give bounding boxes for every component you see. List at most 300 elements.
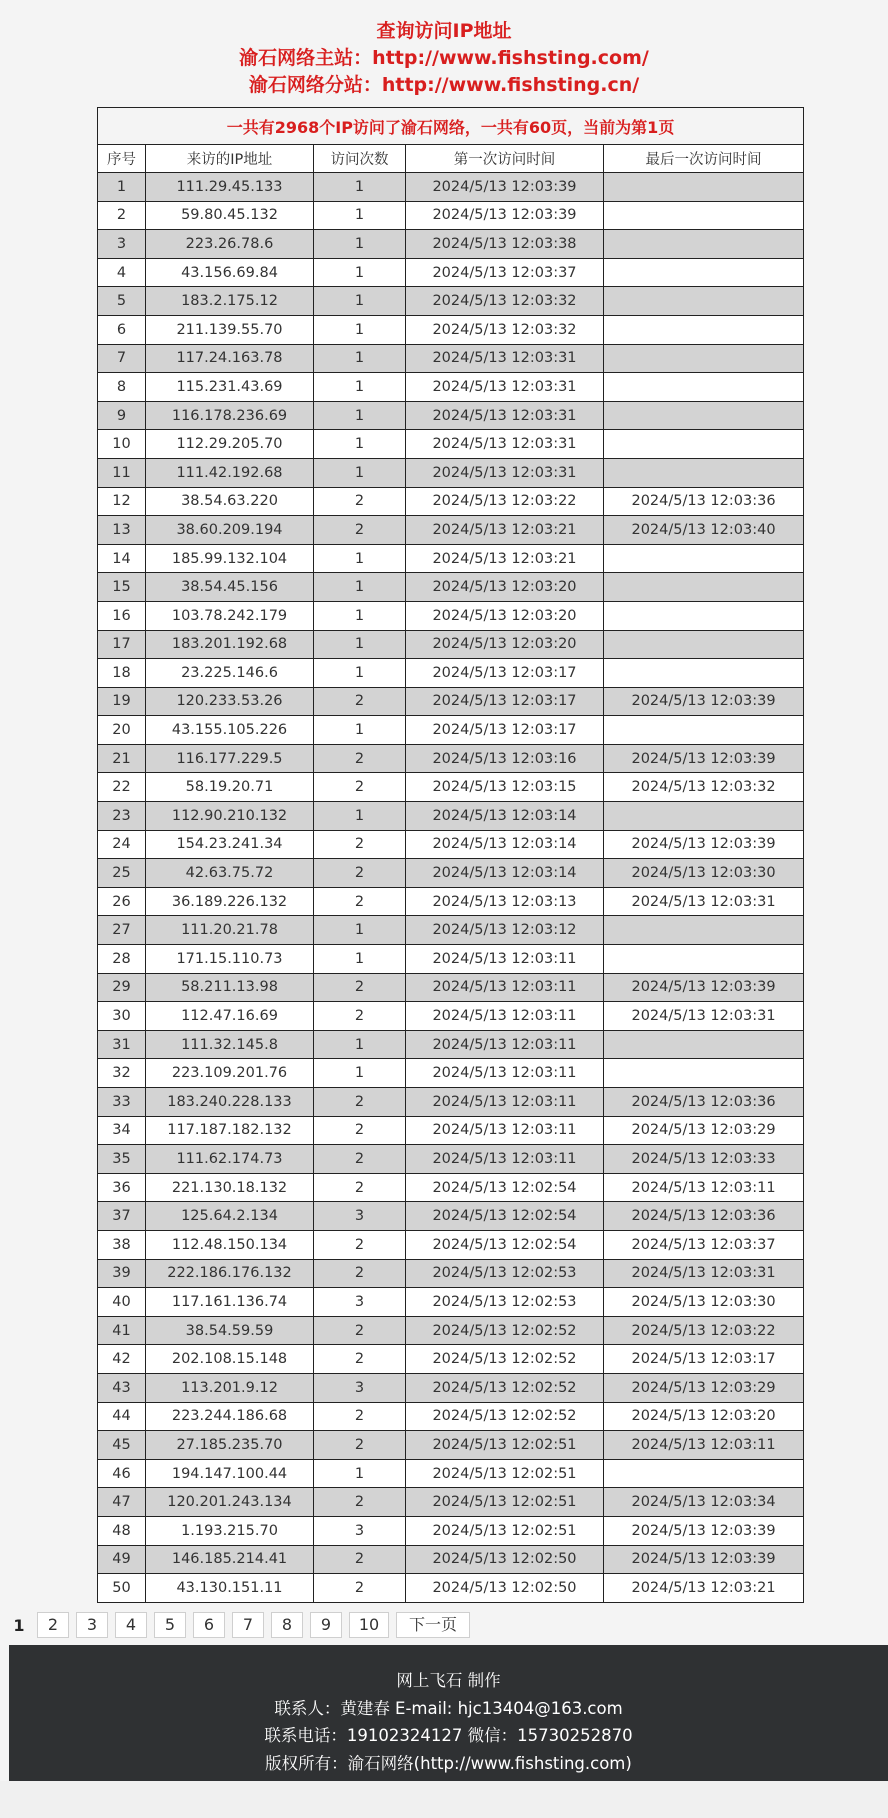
cell-index: 43: [98, 1373, 146, 1402]
table-row: [98, 1373, 804, 1402]
cell-ip: 116.177.229.5: [146, 744, 314, 773]
cell-last-visit: [604, 573, 804, 602]
table-row: [98, 973, 804, 1002]
page-link-9[interactable]: 9: [310, 1612, 342, 1638]
page-link-8[interactable]: 8: [271, 1612, 303, 1638]
page-link-3[interactable]: 3: [76, 1612, 108, 1638]
cell-ip: 222.186.176.132: [146, 1259, 314, 1288]
sub-site-line: [0, 72, 888, 99]
table-row: [98, 1345, 804, 1374]
cell-index: 35: [98, 1145, 146, 1174]
cell-ip: 120.201.243.134: [146, 1488, 314, 1517]
cell-ip: 27.185.235.70: [146, 1431, 314, 1460]
table-row: [98, 1516, 804, 1545]
table-row: [98, 1459, 804, 1488]
col-header-last-visit: 最后一次访问时间: [604, 145, 804, 173]
cell-first-visit: 2024/5/13 12:03:37: [406, 258, 604, 287]
cell-first-visit: 2024/5/13 12:03:21: [406, 544, 604, 573]
cell-count: 2: [314, 1230, 406, 1259]
cell-count: 2: [314, 830, 406, 859]
cell-last-visit: 2024/5/13 12:03:30: [604, 859, 804, 888]
cell-count: 2: [314, 1259, 406, 1288]
cell-count: 2: [314, 1345, 406, 1374]
table-row: [98, 1088, 804, 1117]
cell-count: 1: [314, 601, 406, 630]
cell-count: 2: [314, 1002, 406, 1031]
cell-index: 18: [98, 659, 146, 688]
cell-index: 9: [98, 401, 146, 430]
cell-first-visit: 2024/5/13 12:03:17: [406, 687, 604, 716]
table-row: [98, 230, 804, 259]
cell-ip: 211.139.55.70: [146, 315, 314, 344]
page-link-10[interactable]: 10: [349, 1612, 389, 1638]
cell-index: 6: [98, 315, 146, 344]
table-row: [98, 1574, 804, 1603]
cell-first-visit: 2024/5/13 12:02:51: [406, 1431, 604, 1460]
col-header-index: 序号: [98, 145, 146, 173]
cell-first-visit: 2024/5/13 12:03:39: [406, 201, 604, 230]
cell-ip: 36.189.226.132: [146, 887, 314, 916]
cell-count: 1: [314, 258, 406, 287]
cell-last-visit: 2024/5/13 12:03:31: [604, 1002, 804, 1031]
table-row: [98, 1116, 804, 1145]
cell-first-visit: 2024/5/13 12:02:51: [406, 1488, 604, 1517]
cell-first-visit: 2024/5/13 12:02:50: [406, 1545, 604, 1574]
cell-count: 1: [314, 458, 406, 487]
cell-index: 8: [98, 373, 146, 402]
cell-count: 1: [314, 1459, 406, 1488]
cell-count: 2: [314, 487, 406, 516]
cell-count: 3: [314, 1373, 406, 1402]
table-row: [98, 1173, 804, 1202]
cell-last-visit: 2024/5/13 12:03:29: [604, 1116, 804, 1145]
cell-index: 7: [98, 344, 146, 373]
cell-ip: 125.64.2.134: [146, 1202, 314, 1231]
cell-ip: 223.109.201.76: [146, 1059, 314, 1088]
table-row: [98, 1002, 804, 1031]
cell-last-visit: 2024/5/13 12:03:36: [604, 1088, 804, 1117]
cell-ip: 146.185.214.41: [146, 1545, 314, 1574]
cell-last-visit: 2024/5/13 12:03:33: [604, 1145, 804, 1174]
cell-last-visit: [604, 430, 804, 459]
cell-count: 2: [314, 773, 406, 802]
cell-ip: 58.19.20.71: [146, 773, 314, 802]
cell-count: 1: [314, 659, 406, 688]
page-link-6[interactable]: 6: [193, 1612, 225, 1638]
cell-first-visit: 2024/5/13 12:03:17: [406, 716, 604, 745]
cell-index: 17: [98, 630, 146, 659]
cell-count: 2: [314, 1402, 406, 1431]
cell-ip: 42.63.75.72: [146, 859, 314, 888]
cell-first-visit: 2024/5/13 12:03:11: [406, 945, 604, 974]
cell-ip: 59.80.45.132: [146, 201, 314, 230]
cell-last-visit: [604, 458, 804, 487]
cell-last-visit: [604, 1059, 804, 1088]
cell-ip: 38.54.45.156: [146, 573, 314, 602]
cell-first-visit: 2024/5/13 12:03:32: [406, 315, 604, 344]
cell-index: 40: [98, 1288, 146, 1317]
cell-first-visit: 2024/5/13 12:02:51: [406, 1516, 604, 1545]
table-row: [98, 687, 804, 716]
cell-index: 23: [98, 802, 146, 831]
cell-index: 19: [98, 687, 146, 716]
cell-last-visit: 2024/5/13 12:03:39: [604, 744, 804, 773]
cell-index: 5: [98, 287, 146, 316]
cell-ip: 194.147.100.44: [146, 1459, 314, 1488]
table-row: [98, 201, 804, 230]
cell-ip: 115.231.43.69: [146, 373, 314, 402]
cell-ip: 113.201.9.12: [146, 1373, 314, 1402]
cell-first-visit: 2024/5/13 12:03:14: [406, 830, 604, 859]
cell-index: 4: [98, 258, 146, 287]
cell-ip: 221.130.18.132: [146, 1173, 314, 1202]
cell-index: 1: [98, 173, 146, 202]
cell-first-visit: 2024/5/13 12:03:22: [406, 487, 604, 516]
footer-copyright: 版权所有：渝石网络(http://www.fishsting.com): [265, 1753, 632, 1773]
cell-last-visit: 2024/5/13 12:03:22: [604, 1316, 804, 1345]
cell-first-visit: 2024/5/13 12:03:39: [406, 173, 604, 202]
cell-index: 42: [98, 1345, 146, 1374]
cell-ip: 1.193.215.70: [146, 1516, 314, 1545]
cell-first-visit: 2024/5/13 12:03:11: [406, 1088, 604, 1117]
cell-first-visit: 2024/5/13 12:03:14: [406, 859, 604, 888]
cell-count: 2: [314, 1488, 406, 1517]
sub-site-label: 渝石网络分站：: [248, 74, 382, 96]
cell-index: 49: [98, 1545, 146, 1574]
cell-last-visit: 2024/5/13 12:03:39: [604, 830, 804, 859]
cell-count: 2: [314, 973, 406, 1002]
cell-index: 25: [98, 859, 146, 888]
table-row: [98, 430, 804, 459]
cell-last-visit: [604, 173, 804, 202]
cell-ip: 116.178.236.69: [146, 401, 314, 430]
cell-index: 11: [98, 458, 146, 487]
cell-ip: 112.47.16.69: [146, 1002, 314, 1031]
cell-count: 1: [314, 1059, 406, 1088]
cell-ip: 38.54.63.220: [146, 487, 314, 516]
page-title: 查询访问IP地址: [376, 20, 512, 42]
cell-first-visit: 2024/5/13 12:03:12: [406, 916, 604, 945]
table-row: [98, 1259, 804, 1288]
cell-index: 12: [98, 487, 146, 516]
cell-last-visit: 2024/5/13 12:03:31: [604, 1259, 804, 1288]
cell-index: 32: [98, 1059, 146, 1088]
cell-count: 1: [314, 544, 406, 573]
cell-first-visit: 2024/5/13 12:03:31: [406, 344, 604, 373]
cell-last-visit: [604, 659, 804, 688]
cell-last-visit: 2024/5/13 12:03:39: [604, 973, 804, 1002]
cell-last-visit: [604, 945, 804, 974]
cell-last-visit: 2024/5/13 12:03:39: [604, 1516, 804, 1545]
cell-count: 1: [314, 173, 406, 202]
cell-first-visit: 2024/5/13 12:03:31: [406, 430, 604, 459]
cell-first-visit: 2024/5/13 12:03:11: [406, 1059, 604, 1088]
cell-last-visit: [604, 544, 804, 573]
cell-last-visit: 2024/5/13 12:03:11: [604, 1431, 804, 1460]
cell-ip: 117.161.136.74: [146, 1288, 314, 1317]
cell-index: 2: [98, 201, 146, 230]
cell-last-visit: [604, 201, 804, 230]
table-row: [98, 344, 804, 373]
cell-index: 20: [98, 716, 146, 745]
table-row: [98, 173, 804, 202]
cell-last-visit: 2024/5/13 12:03:36: [604, 1202, 804, 1231]
cell-first-visit: 2024/5/13 12:03:13: [406, 887, 604, 916]
cell-first-visit: 2024/5/13 12:02:50: [406, 1574, 604, 1603]
cell-index: 48: [98, 1516, 146, 1545]
table-row: [98, 1230, 804, 1259]
table-row: [98, 1402, 804, 1431]
cell-count: 3: [314, 1516, 406, 1545]
cell-ip: 43.156.69.84: [146, 258, 314, 287]
cell-count: 1: [314, 287, 406, 316]
cell-ip: 103.78.242.179: [146, 601, 314, 630]
cell-count: 2: [314, 1431, 406, 1460]
cell-last-visit: [604, 630, 804, 659]
footer-phone: 联系电话：19102324127 微信：15730252870: [264, 1726, 633, 1745]
cell-count: 1: [314, 315, 406, 344]
cell-index: 34: [98, 1116, 146, 1145]
cell-index: 16: [98, 601, 146, 630]
cell-first-visit: 2024/5/13 12:03:11: [406, 1116, 604, 1145]
table-row: [98, 1545, 804, 1574]
cell-count: 2: [314, 1088, 406, 1117]
cell-index: 27: [98, 916, 146, 945]
cell-count: 1: [314, 630, 406, 659]
cell-index: 36: [98, 1173, 146, 1202]
cell-first-visit: 2024/5/13 12:03:15: [406, 773, 604, 802]
cell-index: 44: [98, 1402, 146, 1431]
cell-index: 45: [98, 1431, 146, 1460]
cell-last-visit: 2024/5/13 12:03:30: [604, 1288, 804, 1317]
cell-first-visit: 2024/5/13 12:02:53: [406, 1259, 604, 1288]
cell-ip: 38.54.59.59: [146, 1316, 314, 1345]
cell-count: 2: [314, 687, 406, 716]
cell-ip: 112.90.210.132: [146, 802, 314, 831]
cell-first-visit: 2024/5/13 12:03:11: [406, 1030, 604, 1059]
current-page: 1: [13, 1615, 25, 1635]
cell-first-visit: 2024/5/13 12:03:31: [406, 458, 604, 487]
bottom-strip: [0, 1781, 888, 1818]
table-row: [98, 315, 804, 344]
cell-count: 1: [314, 945, 406, 974]
cell-count: 3: [314, 1288, 406, 1317]
main-site-label: 渝石网络主站：: [239, 47, 373, 69]
table-row: [98, 1488, 804, 1517]
pagination: [8, 1612, 470, 1638]
cell-last-visit: [604, 916, 804, 945]
cell-last-visit: 2024/5/13 12:03:31: [604, 887, 804, 916]
cell-ip: 58.211.13.98: [146, 973, 314, 1002]
cell-ip: 117.187.182.132: [146, 1116, 314, 1145]
cell-index: 28: [98, 945, 146, 974]
table-row: [98, 258, 804, 287]
footer-contact: 联系人：黄建春 E-mail: hjc13404@163.com: [274, 1698, 623, 1718]
cell-count: 2: [314, 1145, 406, 1174]
cell-first-visit: 2024/5/13 12:02:54: [406, 1202, 604, 1231]
cell-ip: 111.42.192.68: [146, 458, 314, 487]
cell-last-visit: 2024/5/13 12:03:21: [604, 1574, 804, 1603]
col-header-first-visit: 第一次访问时间: [406, 145, 604, 173]
table-row: [98, 458, 804, 487]
table-row: [98, 830, 804, 859]
cell-ip: 112.48.150.134: [146, 1230, 314, 1259]
cell-index: 47: [98, 1488, 146, 1517]
cell-count: 2: [314, 1545, 406, 1574]
table-row: [98, 1145, 804, 1174]
page-link-2[interactable]: 2: [37, 1612, 69, 1638]
cell-count: 1: [314, 344, 406, 373]
cell-last-visit: 2024/5/13 12:03:20: [604, 1402, 804, 1431]
cell-ip: 120.233.53.26: [146, 687, 314, 716]
cell-last-visit: 2024/5/13 12:03:32: [604, 773, 804, 802]
cell-ip: 183.2.175.12: [146, 287, 314, 316]
cell-count: 2: [314, 1574, 406, 1603]
cell-count: 2: [314, 887, 406, 916]
cell-ip: 43.130.151.11: [146, 1574, 314, 1603]
table-row: [98, 802, 804, 831]
page-link-7[interactable]: 7: [232, 1612, 264, 1638]
cell-first-visit: 2024/5/13 12:03:16: [406, 744, 604, 773]
cell-count: 1: [314, 573, 406, 602]
cell-first-visit: 2024/5/13 12:03:20: [406, 601, 604, 630]
cell-count: 2: [314, 859, 406, 888]
cell-index: 50: [98, 1574, 146, 1603]
cell-last-visit: [604, 1030, 804, 1059]
cell-ip: 111.62.174.73: [146, 1145, 314, 1174]
col-header-count: 访问次数: [314, 145, 406, 173]
summary-row: [98, 108, 804, 145]
cell-index: 41: [98, 1316, 146, 1345]
main-site-link[interactable]: http://www.fishsting.com/: [372, 47, 649, 69]
cell-first-visit: 2024/5/13 12:02:54: [406, 1173, 604, 1202]
cell-last-visit: [604, 401, 804, 430]
cell-ip: 183.240.228.133: [146, 1088, 314, 1117]
footer: [9, 1645, 888, 1781]
cell-ip: 154.23.241.34: [146, 830, 314, 859]
cell-count: 2: [314, 516, 406, 545]
cell-index: 3: [98, 230, 146, 259]
cell-index: 29: [98, 973, 146, 1002]
cell-ip: 111.32.145.8: [146, 1030, 314, 1059]
cell-index: 46: [98, 1459, 146, 1488]
cell-index: 39: [98, 1259, 146, 1288]
cell-first-visit: 2024/5/13 12:03:32: [406, 287, 604, 316]
page-link-5[interactable]: 5: [154, 1612, 186, 1638]
table-row: [98, 887, 804, 916]
table-row: [98, 716, 804, 745]
cell-ip: 223.244.186.68: [146, 1402, 314, 1431]
page-header: [0, 18, 888, 99]
cell-count: 2: [314, 1316, 406, 1345]
cell-index: 15: [98, 573, 146, 602]
cell-count: 1: [314, 201, 406, 230]
cell-count: 1: [314, 430, 406, 459]
cell-index: 31: [98, 1030, 146, 1059]
table-row: [98, 945, 804, 974]
table-row: [98, 630, 804, 659]
cell-last-visit: [604, 258, 804, 287]
cell-count: 2: [314, 1116, 406, 1145]
main-site-line: [0, 45, 888, 72]
summary-text: 一共有2968个IP访问了渝石网络，一共有60页，当前为第1页: [98, 108, 804, 145]
cell-first-visit: 2024/5/13 12:03:20: [406, 573, 604, 602]
cell-count: 1: [314, 1030, 406, 1059]
cell-ip: 112.29.205.70: [146, 430, 314, 459]
cell-last-visit: [604, 287, 804, 316]
cell-last-visit: 2024/5/13 12:03:39: [604, 687, 804, 716]
cell-first-visit: 2024/5/13 12:03:14: [406, 802, 604, 831]
table-row: [98, 916, 804, 945]
sub-site-link[interactable]: http://www.fishsting.cn/: [381, 74, 640, 96]
cell-first-visit: 2024/5/13 12:03:17: [406, 659, 604, 688]
cell-last-visit: 2024/5/13 12:03:36: [604, 487, 804, 516]
ip-table: [97, 107, 804, 1603]
col-header-ip: 来访的IP地址: [146, 145, 314, 173]
table-row: [98, 1059, 804, 1088]
table-row: [98, 1202, 804, 1231]
table-row: [98, 373, 804, 402]
cell-ip: 202.108.15.148: [146, 1345, 314, 1374]
cell-index: 24: [98, 830, 146, 859]
cell-index: 21: [98, 744, 146, 773]
table-row: [98, 1288, 804, 1317]
cell-last-visit: [604, 230, 804, 259]
cell-first-visit: 2024/5/13 12:03:11: [406, 1145, 604, 1174]
cell-count: 1: [314, 373, 406, 402]
table-row: [98, 1431, 804, 1460]
cell-last-visit: 2024/5/13 12:03:40: [604, 516, 804, 545]
cell-count: 1: [314, 230, 406, 259]
table-row: [98, 859, 804, 888]
cell-index: 14: [98, 544, 146, 573]
cell-index: 38: [98, 1230, 146, 1259]
cell-last-visit: [604, 373, 804, 402]
cell-count: 3: [314, 1202, 406, 1231]
cell-last-visit: 2024/5/13 12:03:11: [604, 1173, 804, 1202]
cell-first-visit: 2024/5/13 12:03:21: [406, 516, 604, 545]
cell-count: 1: [314, 802, 406, 831]
cell-count: 2: [314, 744, 406, 773]
page-link-4[interactable]: 4: [115, 1612, 147, 1638]
table-row: [98, 773, 804, 802]
cell-ip: 185.99.132.104: [146, 544, 314, 573]
table-row: [98, 744, 804, 773]
table-row: [98, 487, 804, 516]
cell-ip: 171.15.110.73: [146, 945, 314, 974]
cell-ip: 111.20.21.78: [146, 916, 314, 945]
cell-last-visit: 2024/5/13 12:03:37: [604, 1230, 804, 1259]
table-row: [98, 601, 804, 630]
cell-index: 26: [98, 887, 146, 916]
cell-index: 37: [98, 1202, 146, 1231]
cell-last-visit: [604, 1459, 804, 1488]
cell-ip: 38.60.209.194: [146, 516, 314, 545]
table-row: [98, 516, 804, 545]
table-row: [98, 1030, 804, 1059]
cell-ip: 223.26.78.6: [146, 230, 314, 259]
table-row: [98, 401, 804, 430]
cell-first-visit: 2024/5/13 12:03:11: [406, 973, 604, 1002]
cell-index: 22: [98, 773, 146, 802]
cell-index: 10: [98, 430, 146, 459]
cell-count: 2: [314, 1173, 406, 1202]
footer-credit: 网上飞石 制作: [396, 1671, 501, 1690]
cell-index: 13: [98, 516, 146, 545]
cell-first-visit: 2024/5/13 12:02:52: [406, 1373, 604, 1402]
next-page-link[interactable]: 下一页: [396, 1612, 470, 1638]
cell-count: 1: [314, 716, 406, 745]
